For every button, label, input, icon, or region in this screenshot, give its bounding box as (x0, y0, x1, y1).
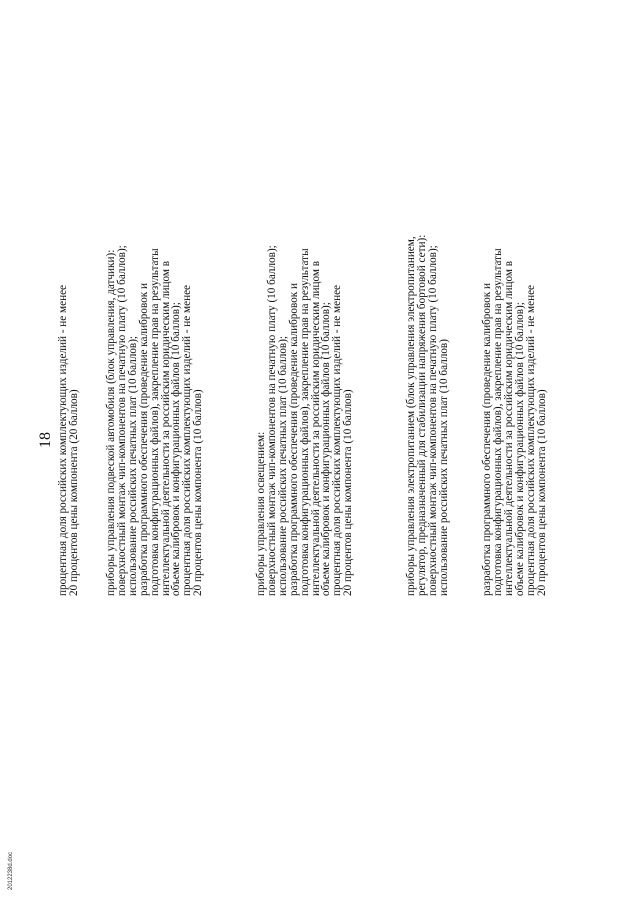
text-line: 20 процентов цены компонента (10 баллов) (535, 389, 548, 596)
text-line: процентная доля российских комплектующих изделий - не менее (181, 285, 194, 596)
text-line: интеллектуальной деятельности за российским юридическим лицом в (159, 260, 172, 596)
text-line: интеллектуальной деятельности за российским юридическим лицом в (502, 260, 515, 596)
rotated-page-content (36, 20, 596, 880)
text-line: 20 процентов цены компонента (10 баллов) (192, 389, 205, 596)
text-line: поверхностный монтаж чип-компонентов на печатную плату (10 баллов); (265, 245, 278, 596)
text-line: объеме калибровок и конфигурационных файлов (10 баллов); (513, 302, 526, 596)
text-line: использование российских печатных плат (10 баллов); (126, 335, 139, 596)
text-block-software-development (482, 248, 547, 596)
text-line: подготовка конфигурационных файлов), закрепление прав на результаты (491, 248, 504, 596)
text-line: подготовка конфигурационных файлов), закрепление прав на результаты (148, 248, 161, 596)
document-filename: 2012238d.doc (8, 851, 14, 890)
text-line: процентная доля российских комплектующих изделий - не менее (524, 285, 537, 596)
text-line: регулятор, предназначенный для стабилизации напряжения бортовой сети): (415, 234, 428, 596)
text-line: 20 процентов цены компонента (20 баллов) (67, 389, 80, 596)
text-line: приборы управления электропитанием (блок управления электропитанием, (405, 236, 417, 596)
text-line: 20 процентов цены компонента (10 баллов) (342, 389, 355, 596)
text-block-suspension-control (106, 245, 204, 596)
text-line: процентная доля российских комплектующих изделий - не менее (57, 285, 69, 596)
text-line: использование российских печатных плат (10 баллов); (276, 335, 289, 596)
text-block-power-control (406, 235, 450, 596)
text-block-1 (58, 285, 80, 596)
text-line: разработка программного обеспечения (проведение калибровок и (287, 282, 300, 596)
text-line: подготовка конфигурационных файлов), закрепление прав на результаты (298, 248, 311, 596)
text-line: поверхностный монтаж чип-компонентов на печатную плату (10 баллов); (115, 245, 128, 596)
text-line: использование российских печатных плат (10 баллов) (437, 339, 450, 596)
text-block-lighting-control (256, 245, 354, 596)
text-line: объеме калибровок и конфигурационных файлов (10 баллов); (170, 302, 183, 596)
text-line: разработка программного обеспечения (проведение калибровок и (481, 282, 493, 596)
page-number: 18 (37, 432, 54, 448)
text-line: интеллектуальной деятельности за российским юридическим лицом в (309, 260, 322, 596)
text-line: процентная доля российских комплектующих изделий - не менее (331, 285, 344, 596)
text-line: приборы управления освещением: (255, 431, 267, 596)
text-line: объеме калибровок и конфигурационных файлов (10 баллов); (320, 302, 333, 596)
text-line: поверхностный монтаж чип-компонентов на печатную плату (10 баллов); (426, 245, 439, 596)
text-line: разработка программного обеспечения (проведение калибровок и (137, 282, 150, 596)
text-line: приборы управления подвеской автомобиля (блок управления, датчики): (105, 249, 117, 596)
